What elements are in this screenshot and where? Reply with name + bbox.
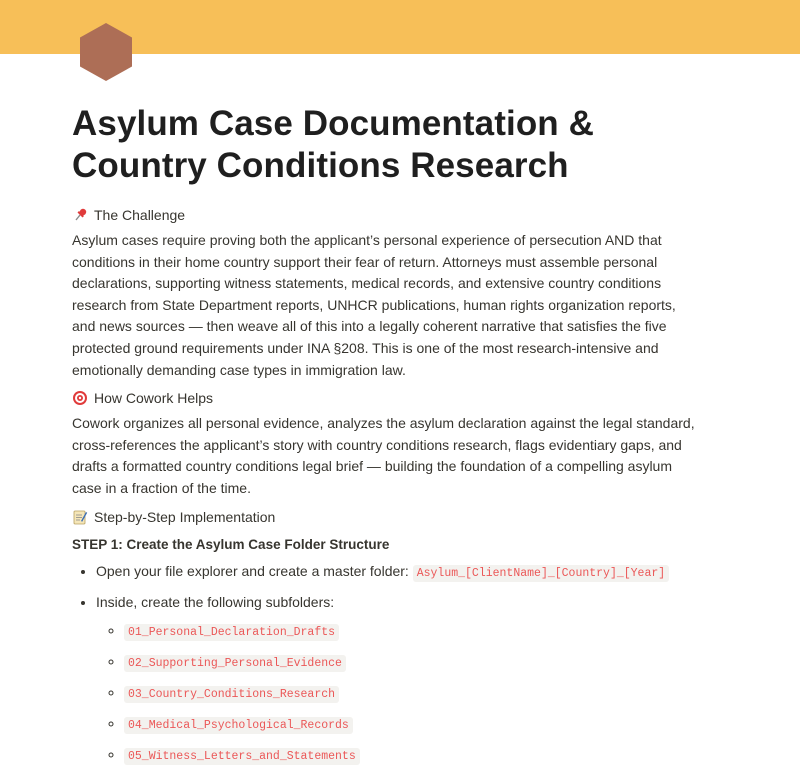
page-content — [72, 103, 702, 774]
target-icon — [72, 390, 88, 406]
memo-icon — [72, 509, 88, 525]
subfolder-code: 01_Personal_Declaration_Drafts — [124, 624, 339, 641]
step-1-list — [72, 560, 702, 768]
page-title-line-1: Asylum Case Documentation & — [72, 104, 594, 143]
subfolder-list — [96, 619, 702, 768]
challenge-heading — [72, 204, 702, 226]
subfolder-code: 04_Medical_Psychological_Records — [124, 717, 353, 734]
step-1-heading: STEP 1: Create the Asylum Case Folder Structure — [72, 536, 390, 552]
helps-heading — [72, 387, 702, 409]
subfolder-item — [124, 681, 702, 706]
subfolder-code: 05_Witness_Letters_and_Statements — [124, 748, 360, 765]
challenge-heading-text: The Challenge — [94, 207, 186, 223]
master-folder-code: Asylum_[ClientName]_[Country]_[Year] — [413, 565, 669, 582]
subfolder-code: 03_Country_Conditions_Research — [124, 686, 339, 703]
page-title — [72, 103, 702, 187]
subfolder-item — [124, 712, 702, 737]
subfolder-code: 02_Supporting_Personal_Evidence — [124, 655, 346, 672]
helps-heading-text: How Cowork Helps — [94, 390, 214, 407]
pushpin-icon — [72, 207, 88, 223]
subfolder-item — [124, 619, 702, 644]
helps-paragraph: Cowork organizes all personal evidence, analyzes the asylum declaration against the legal standard, cross-references the applicant’s story with country conditions research, flags evidentiary gaps, and drafts a formatted country conditions legal brief — building the foundation of a compelling asylum case in a fraction of the time. — [72, 415, 695, 496]
page-title-line-2: Country Conditions Research — [72, 146, 569, 185]
list-item — [96, 560, 702, 585]
hexagon-icon[interactable] — [79, 22, 133, 82]
list-item — [96, 591, 702, 768]
subfolder-item — [124, 743, 702, 768]
implementation-heading — [72, 506, 702, 528]
subfolders-intro-text: Inside, create the following subfolders: — [96, 593, 335, 610]
implementation-heading-text: Step-by-Step Implementation — [94, 508, 276, 525]
subfolder-item — [124, 650, 702, 675]
challenge-paragraph: Asylum cases require proving both the applicant’s personal experience of persecution AND that conditions in their home country support their fear of return. Attorneys must assemble personal declarations, supporting witness statements, medical records, and extensive country conditions research from State Department reports, UNHCR publications, human rights organization reports, and news sources — then weave all of this into a legally coherent narrative that satisfies the five protected ground requirements under INA §208. This is one of the most research-intensive and emotionally demanding case types in immigration law. — [72, 232, 676, 378]
master-folder-text: Open your file explorer and create a master folder: — [96, 562, 413, 579]
